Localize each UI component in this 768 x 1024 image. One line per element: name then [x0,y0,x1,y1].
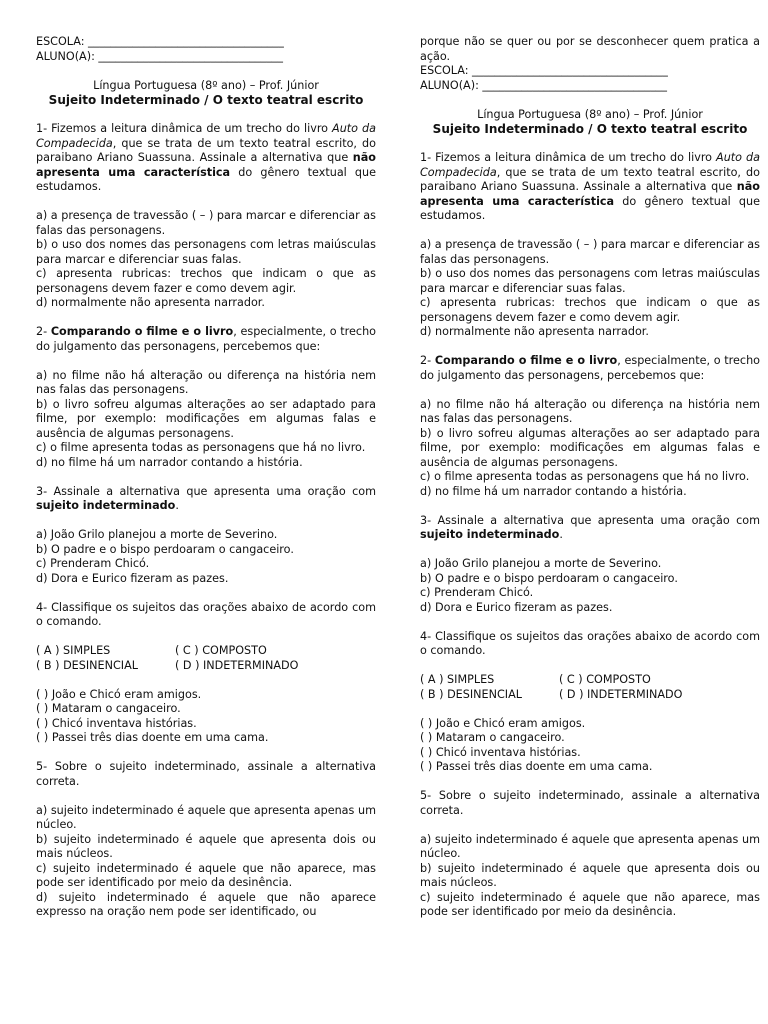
q2-option-a-copy: a) no filme não há alteração ou diferença na história nem nas falas das personagens. [420,397,760,425]
q5-option-c-copy: c) sujeito indeterminado é aquele que não aparece, mas pode ser identificado por meio da desinência. [420,890,760,918]
q1-option-c: c) apresenta rubricas: trechos que indicam o que as personagens devem fazer e como devem agir. [36,267,376,295]
escola-field-copy: ESCOLA: ___________________________________ [420,64,668,77]
q4-item-4: ( ) Passei três dias doente em uma cama. [36,731,269,744]
course-line: Língua Portuguesa (8º ano) – Prof. Júnior [93,78,319,92]
course-line-copy: Língua Portuguesa (8º ano) – Prof. Júnior [477,107,703,121]
q3-option-d: d) Dora e Eurico fizeram as pazes. [36,571,229,585]
q1-option-a: a) a presença de travessão ( – ) para marcar e diferenciar as falas das personagens. [36,209,376,237]
q5-option-a: a) sujeito indeterminado é aquele que apresenta apenas um núcleo. [36,803,376,831]
q3-option-b: b) O padre e o bispo perdoaram o cangaceiro. [36,542,294,556]
q4-item-3: ( ) Chicó inventava histórias. [36,716,197,730]
q5-option-b-copy: b) sujeito indeterminado é aquele que apresenta dois ou mais núcleos. [420,861,760,889]
q4-item-1: ( ) João e Chicó eram amigos. [36,687,202,701]
q3-option-d-copy: d) Dora e Eurico fizeram as pazes. [420,600,613,614]
question-1: 1- Fizemos a leitura dinâmica de um trecho do livro Auto da Compadecida, que se trata de um texto teatral escrito, do paraibano Ariano Suassuna. Assinale a alternativa que não apresenta uma característica do gênero textual que estudamos. [36,122,376,193]
q5-option-d: d) sujeito indeterminado é aquele que não aparece expresso na oração nem pode ser identificado, ou [36,890,376,918]
q2-option-b-copy: b) o livro sofreu algumas alterações ao ser adaptado para filme, por exemplo: modificações em algumas falas e ausência de algumas personagens. [420,426,760,469]
right-column [420,0,760,920]
question-4: 4- Classifique os sujeitos das orações abaixo de acordo com o comando. [36,600,376,628]
q5-option-c: c) sujeito indeterminado é aquele que não aparece, mas pode ser identificado por meio da desinência. [36,861,376,889]
q5-option-b: b) sujeito indeterminado é aquele que apresenta dois ou mais núcleos. [36,832,376,860]
q1-option-a-copy: a) a presença de travessão ( – ) para marcar e diferenciar as falas das personagens. [420,238,760,266]
q4-key-row-2: ( B ) DESINENCIAL ( D ) INDETERMINADO [36,658,299,672]
q3-option-a-copy: a) João Grilo planejou a morte de Severino. [420,557,662,570]
q2-option-d: d) no filme há um narrador contando a história. [36,455,303,469]
question-3-copy: 3- Assinale a alternativa que apresenta uma oração com sujeito indeterminado. [420,513,760,541]
q4-key-row-2-copy: ( B ) DESINENCIAL ( D ) INDETERMINADO [420,687,683,701]
q2-option-b: b) o livro sofreu algumas alterações ao ser adaptado para filme, por exemplo: modificações em algumas falas e ausência de algumas personagens. [36,397,376,440]
escola-field: ESCOLA: ___________________________________ [36,35,284,48]
q2-option-d-copy: d) no filme há um narrador contando a história. [420,484,687,498]
aluno-field-copy: ALUNO(A): _________________________________ [420,78,667,92]
question-5: 5- Sobre o sujeito indeterminado, assinale a alternativa correta. [36,760,376,788]
q2-option-c: c) o filme apresenta todas as personagens que há no livro. [36,441,366,454]
q1-option-b-copy: b) o uso dos nomes das personagens com letras maiúsculas para marcar e diferenciar suas falas. [420,267,760,295]
aluno-field: ALUNO(A): _________________________________ [36,49,283,63]
q4-key-row-1-copy: ( A ) SIMPLES ( C ) COMPOSTO [420,673,651,686]
q4-item-2-copy: ( ) Mataram o cangaceiro. [420,731,565,744]
left-column [36,0,376,920]
continuation-text: porque não se quer ou por se desconhecer quem pratica a ação. [420,35,760,63]
question-4-copy: 4- Classifique os sujeitos das orações abaixo de acordo com o comando. [420,629,760,657]
q1-option-d: d) normalmente não apresenta narrador. [36,296,265,309]
q1-option-b: b) o uso dos nomes das personagens com letras maiúsculas para marcar e diferenciar suas falas. [36,238,376,266]
q4-item-1-copy: ( ) João e Chicó eram amigos. [420,716,586,730]
q2-option-c-copy: c) o filme apresenta todas as personagens que há no livro. [420,470,750,483]
q1-option-d-copy: d) normalmente não apresenta narrador. [420,325,649,338]
worksheet-title: Sujeito Indeterminado / O texto teatral escrito [48,93,364,107]
q4-item-3-copy: ( ) Chicó inventava histórias. [420,745,581,759]
question-3: 3- Assinale a alternativa que apresenta uma oração com sujeito indeterminado. [36,484,376,512]
q3-option-c: c) Prenderam Chicó. [36,557,150,570]
q3-option-b-copy: b) O padre e o bispo perdoaram o cangaceiro. [420,571,678,585]
worksheet-title-copy: Sujeito Indeterminado / O texto teatral escrito [432,122,748,136]
q4-item-2: ( ) Mataram o cangaceiro. [36,702,181,715]
q4-item-4-copy: ( ) Passei três dias doente em uma cama. [420,760,653,773]
question-2: 2- Comparando o filme e o livro, especialmente, o trecho do julgamento das personagens, percebemos que: [36,325,376,353]
question-1-copy: 1- Fizemos a leitura dinâmica de um trecho do livro Auto da Compadecida, que se trata de um texto teatral escrito, do paraibano Ariano Suassuna. Assinale a alternativa que não apresenta uma característica do gênero textual que estudamos. [420,151,760,222]
q5-option-a-copy: a) sujeito indeterminado é aquele que apresenta apenas um núcleo. [420,832,760,860]
q1-option-c-copy: c) apresenta rubricas: trechos que indicam o que as personagens devem fazer e como devem agir. [420,296,760,324]
question-2-copy: 2- Comparando o filme e o livro, especialmente, o trecho do julgamento das personagens, percebemos que: [420,354,760,382]
question-5-copy: 5- Sobre o sujeito indeterminado, assinale a alternativa correta. [420,789,760,817]
q3-option-a: a) João Grilo planejou a morte de Severino. [36,528,278,541]
q4-key-row-1: ( A ) SIMPLES ( C ) COMPOSTO [36,644,267,657]
q3-option-c-copy: c) Prenderam Chicó. [420,586,534,599]
q2-option-a: a) no filme não há alteração ou diferença na história nem nas falas das personagens. [36,368,376,396]
